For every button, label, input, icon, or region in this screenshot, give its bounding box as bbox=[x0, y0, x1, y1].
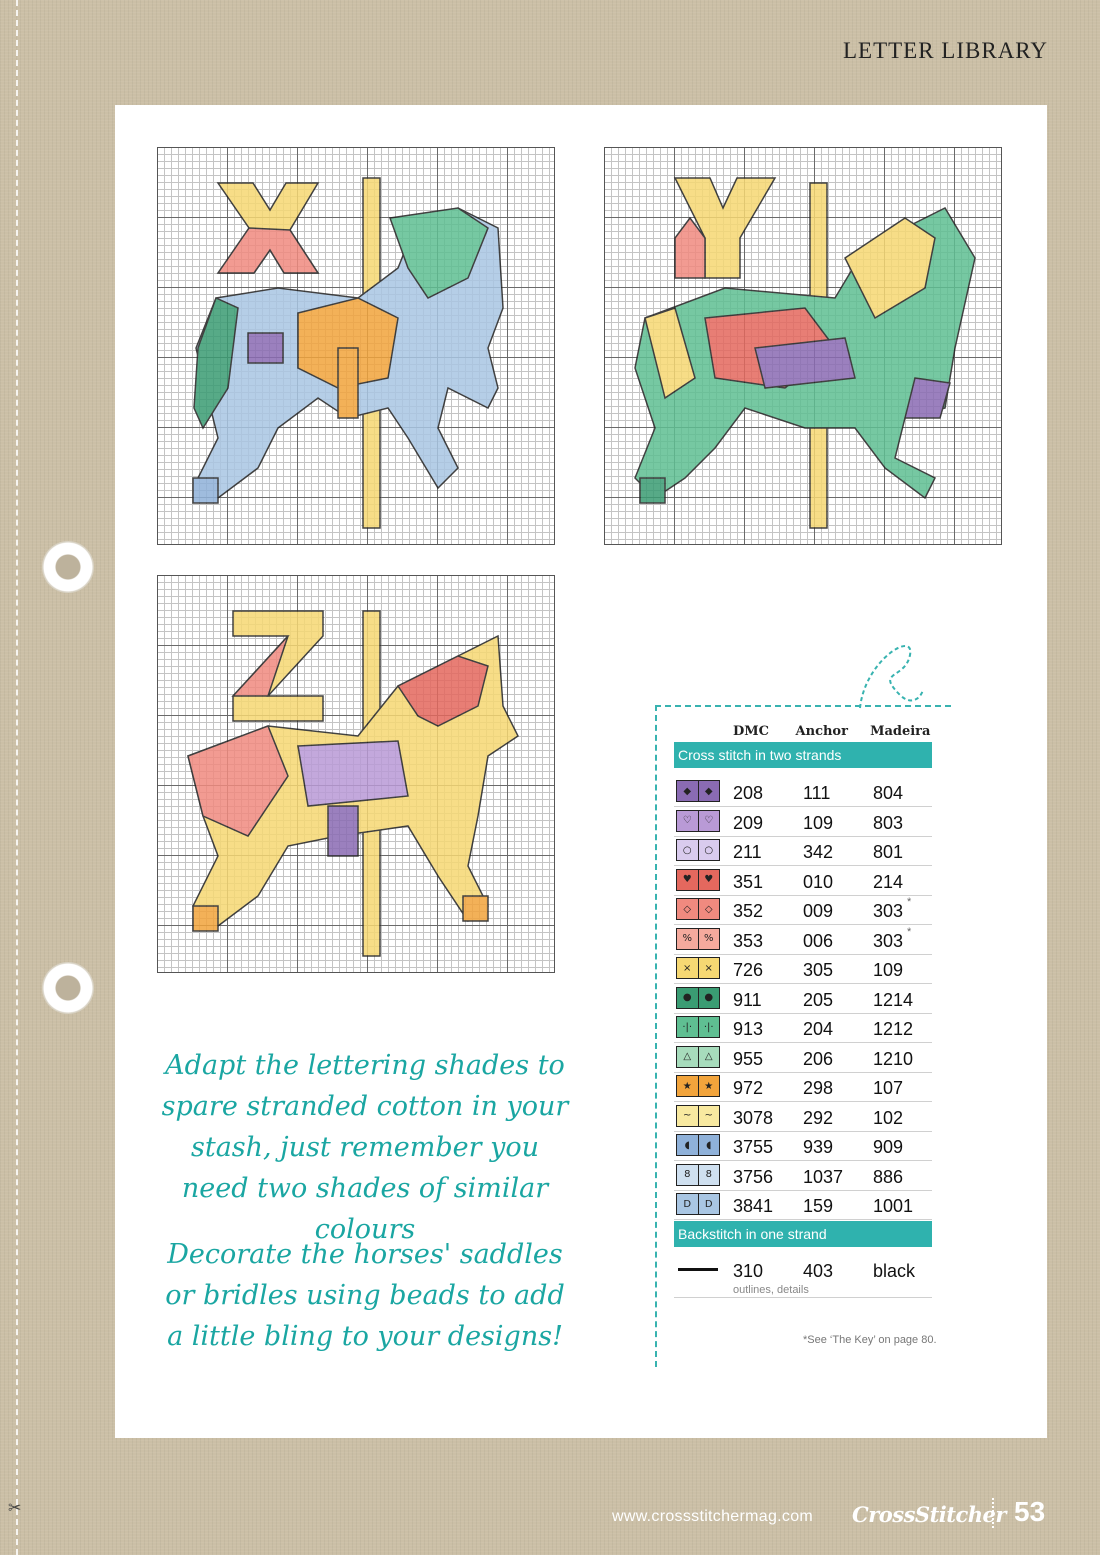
key-anchor-value: 159 bbox=[803, 1196, 834, 1216]
swatch-symbol: ◖ bbox=[677, 1135, 699, 1155]
key-dmc-value: 351 bbox=[733, 871, 764, 892]
key-madeira-value: 303 bbox=[873, 930, 904, 951]
key-anchor-value: 292 bbox=[803, 1107, 834, 1128]
color-swatch bbox=[676, 898, 720, 920]
key-row bbox=[674, 1162, 932, 1191]
swatch-symbol: △ bbox=[699, 1047, 720, 1067]
swatch-symbol: ○ bbox=[699, 840, 720, 860]
key-anchor-value: 939 bbox=[803, 1137, 834, 1157]
swatch-symbol: ◆ bbox=[677, 781, 699, 801]
key-dmc-value: 913 bbox=[733, 1019, 764, 1039]
key-anchor-value: 006 bbox=[803, 930, 834, 951]
key-dmc-value: 3755 bbox=[733, 1137, 774, 1157]
footer-brand-logo: CrossStitcher bbox=[852, 1502, 1006, 1527]
key-anchor-value: 1037 bbox=[803, 1166, 844, 1187]
binder-hole-icon bbox=[42, 962, 94, 1014]
key-row bbox=[674, 778, 932, 807]
key-row bbox=[674, 1132, 932, 1161]
color-swatch bbox=[676, 987, 720, 1009]
color-swatch bbox=[676, 1134, 720, 1156]
page-number: 53 bbox=[1014, 1496, 1046, 1527]
tip-lettering: Adapt the lettering shades to spare stranded cotton in your stash, just remember you need two shades of similar colours bbox=[161, 1050, 569, 1245]
key-band-cross-stitch: Cross stitch in two strands bbox=[674, 742, 932, 768]
key-dmc-value: 211 bbox=[733, 842, 762, 862]
key-col-madeira: Madeira bbox=[870, 724, 931, 739]
key-row bbox=[674, 867, 932, 896]
key-anchor-value: 342 bbox=[803, 842, 834, 862]
key-anchor-value: 204 bbox=[803, 1019, 834, 1039]
swatch-symbol: % bbox=[699, 929, 720, 949]
swatch-symbol: ◆ bbox=[699, 781, 720, 801]
backstitch-note: outlines, details bbox=[733, 1284, 809, 1296]
key-header bbox=[733, 724, 940, 739]
key-row bbox=[674, 985, 932, 1014]
key-dmc-value: 353 bbox=[733, 930, 764, 951]
swatch-symbol: △ bbox=[677, 1047, 699, 1067]
key-anchor-value: 010 bbox=[803, 871, 834, 892]
key-madeira-value: 886 bbox=[873, 1166, 904, 1187]
key-col-anchor: Anchor bbox=[795, 724, 848, 739]
cut-line bbox=[16, 0, 18, 1555]
asterisk-marker: * bbox=[907, 896, 912, 908]
swatch-symbol: × bbox=[677, 958, 699, 978]
color-swatch bbox=[676, 957, 720, 979]
key-anchor-value: 009 bbox=[803, 901, 834, 921]
key-madeira-value: 804 bbox=[873, 783, 904, 803]
color-swatch bbox=[676, 1164, 720, 1186]
swatch-symbol: ♥ bbox=[699, 870, 720, 890]
swatch-symbol: ~ bbox=[677, 1106, 699, 1126]
key-madeira-value: 303 bbox=[873, 901, 904, 921]
chart-letter-x bbox=[157, 147, 555, 545]
key-row bbox=[674, 837, 932, 866]
key-anchor-value: 305 bbox=[803, 960, 834, 980]
swatch-symbol: × bbox=[699, 958, 720, 978]
key-madeira-value: 1001 bbox=[873, 1196, 914, 1216]
key-anchor-value: 111 bbox=[803, 783, 831, 803]
key-row bbox=[674, 808, 932, 837]
key-madeira-value: 801 bbox=[873, 842, 904, 862]
key-footnote: *See ‘The Key’ on page 80. bbox=[803, 1334, 937, 1346]
swatch-symbol: ~ bbox=[699, 1106, 720, 1126]
color-swatch bbox=[676, 780, 720, 802]
scissors-icon: ✂ bbox=[8, 1500, 22, 1517]
color-swatch bbox=[676, 1075, 720, 1097]
key-madeira-value: 107 bbox=[873, 1078, 904, 1098]
key-anchor-value: 298 bbox=[803, 1078, 834, 1098]
key-dmc-value: 911 bbox=[733, 989, 762, 1010]
key-madeira-value: 909 bbox=[873, 1137, 904, 1157]
swatch-symbol: ♥ bbox=[677, 870, 699, 890]
key-dmc-value: 726 bbox=[733, 960, 764, 980]
color-swatch bbox=[676, 810, 720, 832]
swatch-symbol: ♡ bbox=[699, 811, 720, 831]
chart-letter-z bbox=[157, 575, 555, 973]
backstitch-madeira: black bbox=[873, 1261, 916, 1281]
swatch-symbol: ◇ bbox=[699, 899, 720, 919]
swatch-symbol: % bbox=[677, 929, 699, 949]
key-col-dmc: DMC bbox=[733, 724, 770, 739]
color-swatch bbox=[676, 1016, 720, 1038]
key-anchor-value: 109 bbox=[803, 812, 834, 833]
thread-loop-icon bbox=[855, 620, 925, 710]
color-swatch bbox=[676, 1193, 720, 1215]
swatch-symbol: 8 bbox=[699, 1165, 720, 1185]
key-dmc-value: 3841 bbox=[733, 1196, 774, 1216]
swatch-symbol: D bbox=[677, 1194, 699, 1214]
chart-letter-y bbox=[604, 147, 1002, 545]
tip-beads: Decorate the horses' saddles or bridles using beads to add a little bling to your designs! bbox=[165, 1239, 565, 1352]
backstitch-line-icon bbox=[678, 1268, 718, 1271]
key-dmc-value: 209 bbox=[733, 812, 764, 833]
key-dmc-value: 3756 bbox=[733, 1166, 774, 1187]
key-row bbox=[674, 1014, 932, 1043]
color-swatch bbox=[676, 869, 720, 891]
key-anchor-value: 206 bbox=[803, 1048, 834, 1069]
key-row bbox=[674, 1044, 932, 1073]
section-title: LETTER LIBRARY bbox=[842, 38, 1048, 63]
footer-separator bbox=[992, 1498, 994, 1528]
swatch-symbol: ● bbox=[699, 988, 720, 1008]
swatch-symbol: ○ bbox=[677, 840, 699, 860]
key-madeira-value: 1214 bbox=[873, 989, 914, 1010]
key-dmc-value: 208 bbox=[733, 783, 764, 803]
binder-hole-icon bbox=[42, 541, 94, 593]
key-anchor-value: 205 bbox=[803, 989, 834, 1010]
key-dmc-value: 3078 bbox=[733, 1107, 774, 1128]
key-madeira-value: 803 bbox=[873, 812, 904, 833]
color-swatch bbox=[676, 839, 720, 861]
swatch-symbol: ● bbox=[677, 988, 699, 1008]
color-swatch bbox=[676, 928, 720, 950]
key-row bbox=[674, 955, 932, 984]
swatch-symbol: ·|· bbox=[699, 1017, 720, 1037]
key-madeira-value: 214 bbox=[873, 871, 904, 892]
color-swatch bbox=[676, 1105, 720, 1127]
swatch-symbol: ★ bbox=[699, 1076, 720, 1096]
key-row-backstitch bbox=[674, 1256, 932, 1298]
key-row bbox=[674, 1073, 932, 1102]
swatch-symbol: ★ bbox=[677, 1076, 699, 1096]
key-madeira-value: 1212 bbox=[873, 1019, 914, 1039]
key-madeira-value: 102 bbox=[873, 1107, 904, 1128]
footer-url[interactable]: www.crossstitchermag.com bbox=[612, 1508, 814, 1525]
swatch-symbol: 8 bbox=[677, 1165, 699, 1185]
asterisk-marker: * bbox=[907, 925, 912, 938]
swatch-symbol: ·|· bbox=[677, 1017, 699, 1037]
key-row bbox=[674, 1191, 932, 1220]
backstitch-anchor: 403 bbox=[803, 1261, 834, 1281]
key-band-backstitch: Backstitch in one strand bbox=[674, 1221, 932, 1247]
key-madeira-value: 1210 bbox=[873, 1048, 914, 1069]
key-dmc-value: 352 bbox=[733, 901, 764, 921]
color-swatch bbox=[676, 1046, 720, 1068]
swatch-symbol: ♡ bbox=[677, 811, 699, 831]
key-madeira-value: 109 bbox=[873, 960, 904, 980]
key-row bbox=[674, 926, 932, 955]
key-dmc-value: 972 bbox=[733, 1078, 764, 1098]
swatch-symbol: ◖ bbox=[699, 1135, 720, 1155]
backstitch-dmc: 310 bbox=[733, 1261, 764, 1281]
key-dmc-value: 955 bbox=[733, 1048, 764, 1069]
swatch-symbol: ◇ bbox=[677, 899, 699, 919]
key-row bbox=[674, 896, 932, 925]
swatch-symbol: D bbox=[699, 1194, 720, 1214]
key-row bbox=[674, 1103, 932, 1132]
